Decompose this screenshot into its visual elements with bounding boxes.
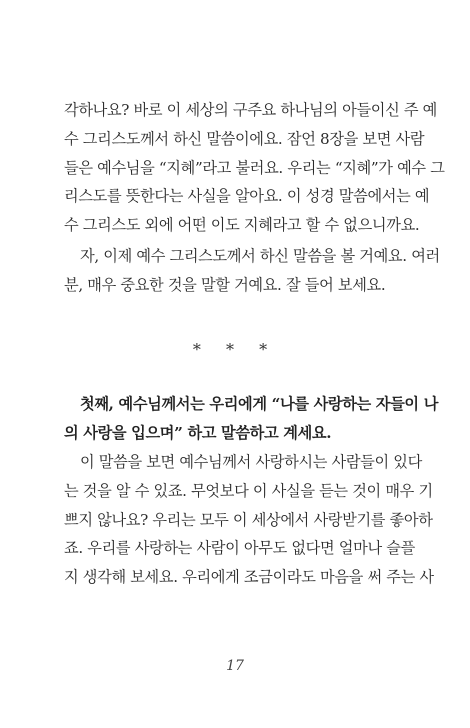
text-line: 들은 예수님을 “지혜”라고 불러요. 우리는 “지혜”가 예수 그 — [64, 158, 445, 177]
text-line: 의 사랑을 입으며” 하고 말씀하고 계세요. — [64, 423, 332, 442]
paragraph-first-point — [64, 390, 439, 448]
text-line: 이 말씀을 보면 예수님께서 사랑하시는 사람들이 있다 — [80, 453, 422, 471]
page-number: 17 — [226, 658, 244, 674]
section-divider: * * * — [192, 340, 278, 359]
text-line: 분, 매우 중요한 것을 말할 거예요. 잘 들어 보세요. — [64, 275, 386, 294]
text-line: 첫째, 예수님께서는 우리에게 “나를 사랑하는 자들이 나 — [80, 395, 439, 413]
text-line: 수 그리스도 외에 어떤 이도 지혜라고 할 수 없으니까요. — [64, 216, 420, 235]
paragraph-wisdom — [64, 96, 445, 240]
text-line: 죠. 우리를 사랑하는 사람이 아무도 없다면 얼마나 슬플 — [64, 539, 415, 558]
text-line: 리스도를 뜻한다는 사실을 알아요. 이 성경 말씀에서는 예 — [64, 187, 430, 206]
text-line: 지 생각해 보세요. 우리에게 조금이라도 마음을 써 주는 사 — [64, 568, 434, 587]
text-line: 수 그리스도께서 하신 말씀이에요. 잠언 8장을 보면 사람 — [64, 129, 425, 148]
text-line: 쁘지 않나요? 우리는 모두 이 세상에서 사랑받기를 좋아하 — [64, 510, 433, 529]
paragraph-loved — [64, 448, 434, 592]
text-line: 자, 이제 예수 그리스도께서 하신 말씀을 볼 거예요. 여러 — [80, 247, 440, 265]
text-line: 각하나요? 바로 이 세상의 구주요 하나님의 아들이신 주 예 — [64, 101, 438, 119]
text-line: 는 것을 알 수 있죠. 무엇보다 이 사실을 듣는 것이 매우 기 — [64, 481, 433, 500]
paragraph-listen — [64, 242, 440, 300]
